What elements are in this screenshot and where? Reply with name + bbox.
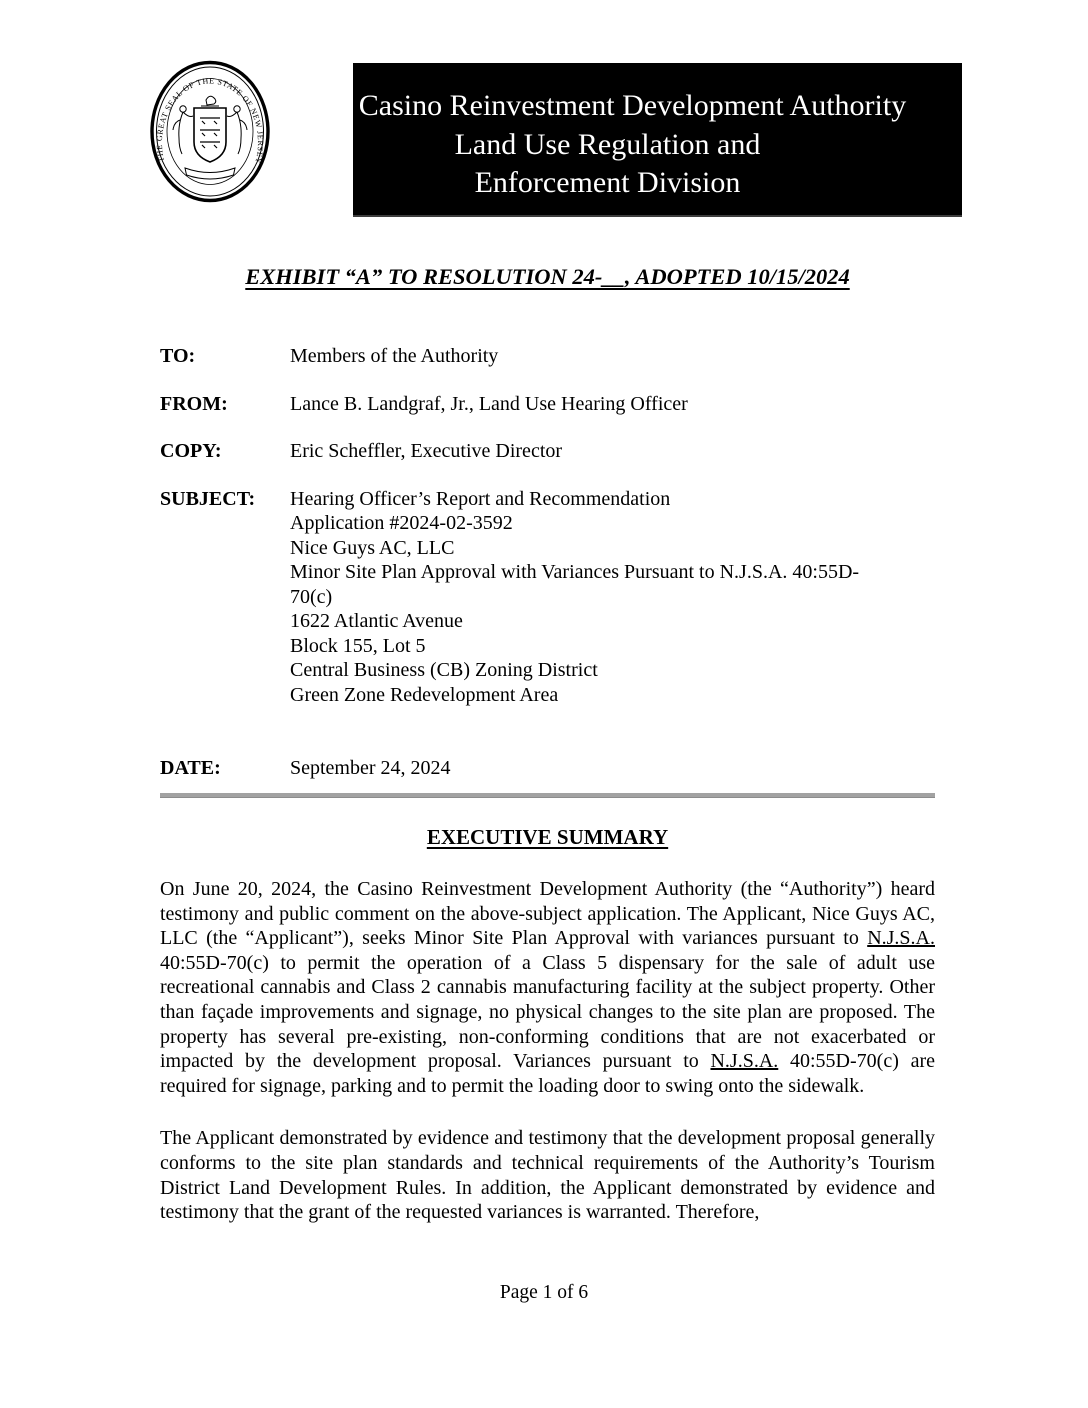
banner-line: Enforcement Division xyxy=(474,166,741,199)
subject-line: Minor Site Plan Approval with Variances Pursuant to N.J.S.A. 40:55D- xyxy=(290,561,860,583)
exhibit-title-text: EXHIBIT “A” TO RESOLUTION 24-__, ADOPTED 10/15/2024 xyxy=(245,264,850,289)
banner-line: Casino Reinvestment Development Authority xyxy=(358,89,907,122)
memo-to-label: TO: xyxy=(160,345,196,367)
executive-summary-body xyxy=(160,877,935,1253)
memo-copy-label: COPY: xyxy=(160,440,222,462)
nj-great-seal-icon xyxy=(149,60,271,203)
memo-row-from xyxy=(160,392,935,417)
memo-subject-label: SUBJECT: xyxy=(160,487,256,510)
paragraph-segment: On June 20, 2024, the Casino Reinvestment Development Authority (the “Authority”) heard testimony and public comment on the above-subject application. The Applicant, Nice Guys AC, LLC (the “Applicant”), seeks Minor Site Plan Approval with variances pursuant to xyxy=(160,878,935,950)
memo-date-value: September 24, 2024 xyxy=(290,757,451,779)
memo-block xyxy=(160,344,935,781)
executive-summary-paragraph-1 xyxy=(160,877,935,1098)
memo-date-label: DATE: xyxy=(160,757,221,779)
memo-row-subject xyxy=(160,487,935,708)
memo-subject-value xyxy=(290,487,935,708)
executive-summary-heading-text: EXECUTIVE SUMMARY xyxy=(426,825,669,849)
subject-line: Application #2024-02-3592 xyxy=(290,512,513,534)
section-divider xyxy=(160,793,935,798)
njsa-citation: N.J.S.A. xyxy=(867,927,935,950)
memo-copy-value: Eric Scheffler, Executive Director xyxy=(290,440,563,462)
subject-line: 70(c) xyxy=(290,585,333,608)
subject-line: Block 155, Lot 5 xyxy=(290,634,426,657)
header-banner xyxy=(353,63,962,217)
executive-summary-heading xyxy=(160,825,935,850)
njsa-citation: N.J.S.A. xyxy=(710,1050,779,1073)
banner-line: Land Use Regulation and xyxy=(454,127,761,161)
paragraph-segment: The Applicant demonstrated by evidence and testimony that the development proposal generally conforms to the site plan standards and technical requirements of the Authority’s Tourism District Land Development Rules. In addition, the Applicant demonstrated by evidence and testimony that the grant of the requested variances is warranted. Therefore, xyxy=(160,1127,935,1224)
memo-from-value: Lance B. Landgraf, Jr., Land Use Hearing Officer xyxy=(290,392,688,415)
subject-line: Nice Guys AC, LLC xyxy=(290,536,455,559)
svg-text:THE GREAT SEAL OF THE STATE OF: THE GREAT SEAL OF THE STATE OF NEW JERSEY xyxy=(154,76,266,165)
memo-row-to xyxy=(160,344,935,369)
memo-row-date xyxy=(160,756,935,781)
memo-to-value: Members of the Authority xyxy=(290,345,499,367)
memo-from-label: FROM: xyxy=(160,392,228,415)
subject-line: Hearing Officer’s Report and Recommendation xyxy=(290,487,671,510)
paragraph-segment: 40:55D-70(c) to permit the operation of a Class 5 dispensary for the sale of adult use recreational cannabis and Class 2 cannabis manufacturing facility at the subject property. Other than façade improvements and signage, no physical changes to the site plan are proposed. The property has several pre-existing, non-conforming conditions that are not exacerbated or impacted by the development proposal. Variances pursuant to xyxy=(160,951,935,1073)
executive-summary-paragraph-2 xyxy=(160,1126,935,1224)
exhibit-title xyxy=(160,264,935,290)
memo-row-copy xyxy=(160,439,935,464)
page-number: Page 1 of 6 xyxy=(499,1282,589,1303)
subject-line: Central Business (CB) Zoning District xyxy=(290,659,598,681)
paragraph-segment: 40:55D-70(c) are required for signage, parking and to permit the loading door to swing onto the sidewalk. xyxy=(160,1050,935,1097)
subject-line: 1622 Atlantic Avenue xyxy=(290,610,463,632)
subject-line: Green Zone Redevelopment Area xyxy=(290,683,559,706)
